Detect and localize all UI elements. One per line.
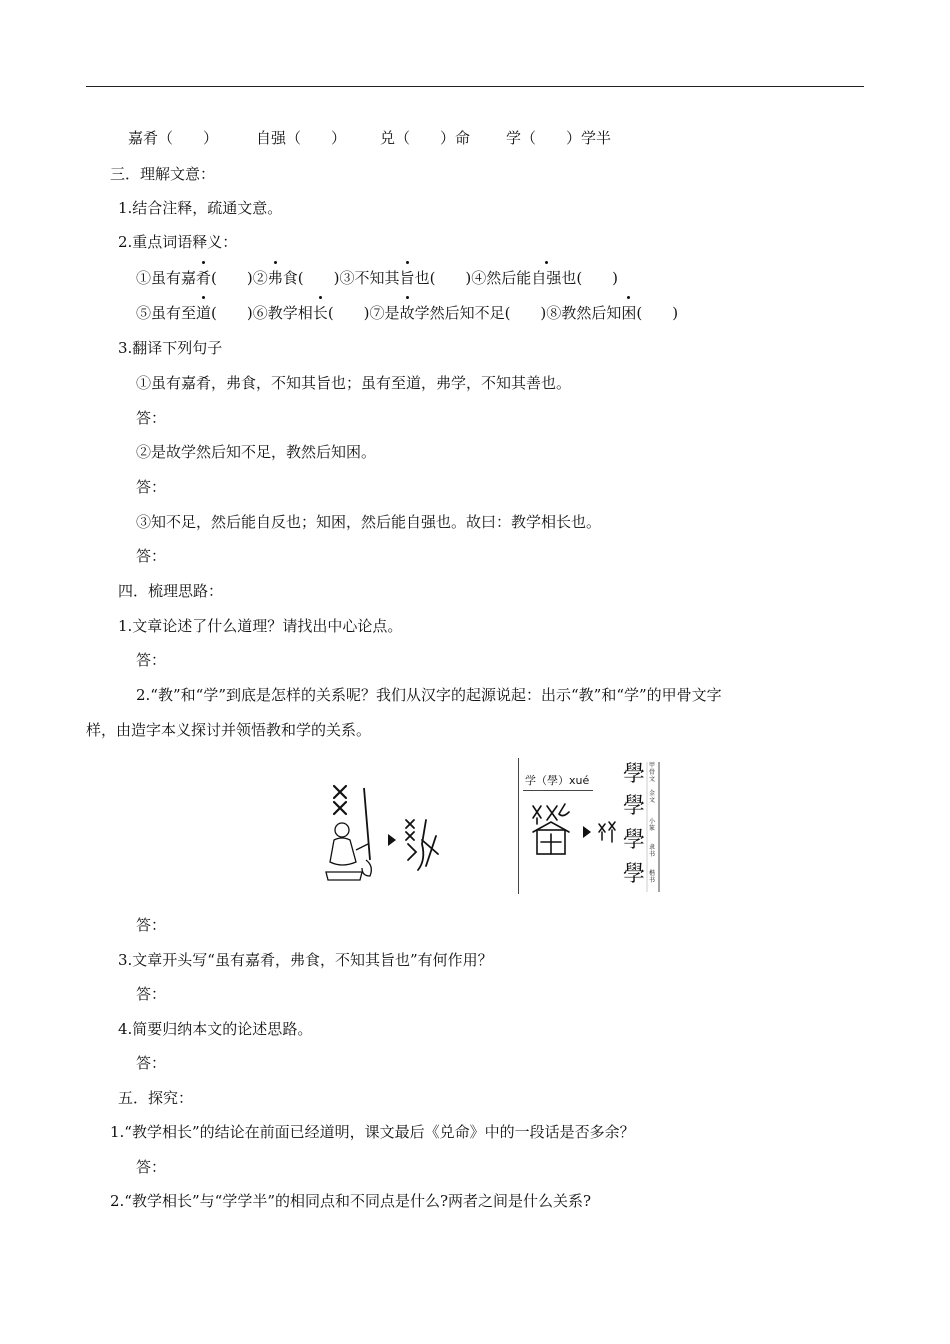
vocab-item: 嘉肴（ ） xyxy=(128,129,219,147)
section-heading: 四．梳理思路： xyxy=(118,582,224,600)
vocab-item: 兑（ ）命 xyxy=(380,129,471,147)
question: 2.重点词语释义： xyxy=(118,233,238,251)
jiao-figure-image xyxy=(322,780,452,890)
sentence: ①虽有嘉肴，弗食，不知其旨也；虽有至道，弗学，不知其善也。 xyxy=(136,374,572,392)
xue-chart xyxy=(518,758,667,894)
word-gloss: ②弗食( ) xyxy=(252,269,340,287)
script-label: 小篆 xyxy=(649,818,656,832)
header-rule xyxy=(86,86,864,87)
arrow-icon xyxy=(388,834,396,846)
answer-label: 答： xyxy=(136,478,167,496)
section-heading: 三．理解文意： xyxy=(110,165,216,183)
script-label: 楷书 xyxy=(649,870,656,884)
question: 2.“教”和“学”到底是怎样的关系呢？我们从汉字的起源说起：出示“教”和“学”的甲骨文字 xyxy=(136,686,722,704)
question: 3.文章开头写“虽有嘉肴，弗食，不知其旨也”有何作用？ xyxy=(118,951,493,969)
script-label: 金文 xyxy=(649,790,656,804)
answer-label: 答： xyxy=(136,651,167,669)
section-heading: 五．探究： xyxy=(118,1089,194,1107)
answer-label: 答： xyxy=(136,409,167,427)
question: 1.“教学相长”的结论在前面已经道明，课文最后《兑命》中的一段话是否多余？ xyxy=(110,1123,635,1141)
sentence: ②是故学然后知不足，教然后知困。 xyxy=(136,443,377,461)
xue-form: 學 xyxy=(623,762,646,787)
word-gloss: ⑤虽有至道( ) xyxy=(136,304,253,322)
arrow-icon xyxy=(583,826,591,838)
word-gloss: ③不知其旨也( ) xyxy=(339,269,472,287)
vocab-item: 自强（ ） xyxy=(256,129,347,147)
jiao-illustration xyxy=(322,780,452,890)
xue-form: 學 xyxy=(623,828,646,853)
xue-form: 學 xyxy=(623,862,646,887)
word-gloss: ①虽有嘉肴( ) xyxy=(136,269,253,287)
answer-label: 答： xyxy=(136,547,167,565)
question: 3.翻译下列句子 xyxy=(118,339,223,357)
word-gloss-row xyxy=(136,268,618,288)
question: 4.简要归纳本文的论述思路。 xyxy=(118,1020,313,1038)
script-label: 隶书 xyxy=(649,844,656,858)
answer-label: 答： xyxy=(136,1054,167,1072)
xue-chart-title: 学（學）xué xyxy=(525,774,590,787)
script-label: 甲骨文 xyxy=(649,762,656,783)
word-gloss: ⑧教然后知困( ) xyxy=(546,304,679,322)
word-gloss: ④然后能自强也( ) xyxy=(471,269,619,287)
answer-label: 答： xyxy=(136,916,167,934)
word-gloss: ⑥教学相长( ) xyxy=(252,304,370,322)
question: 2.“教学相长”与“学学半”的相同点和不同点是什么?两者之间是什么关系? xyxy=(110,1192,592,1210)
question: 1.文章论述了什么道理？请找出中心论点。 xyxy=(118,617,403,635)
word-gloss: ⑦是故学然后知不足( ) xyxy=(369,304,547,322)
word-gloss-row xyxy=(136,303,678,323)
xue-form: 學 xyxy=(623,794,646,819)
answer-label: 答： xyxy=(136,985,167,1003)
question: 1.结合注释，疏通文意。 xyxy=(118,199,283,217)
question-continuation: 样，由造字本义探讨并领悟教和学的关系。 xyxy=(86,721,372,739)
vocab-item: 学（ ）学半 xyxy=(506,129,612,147)
sentence: ③知不足，然后能自反也；知困，然后能自强也。故曰：教学相长也。 xyxy=(136,513,602,531)
answer-label: 答： xyxy=(136,1158,167,1176)
